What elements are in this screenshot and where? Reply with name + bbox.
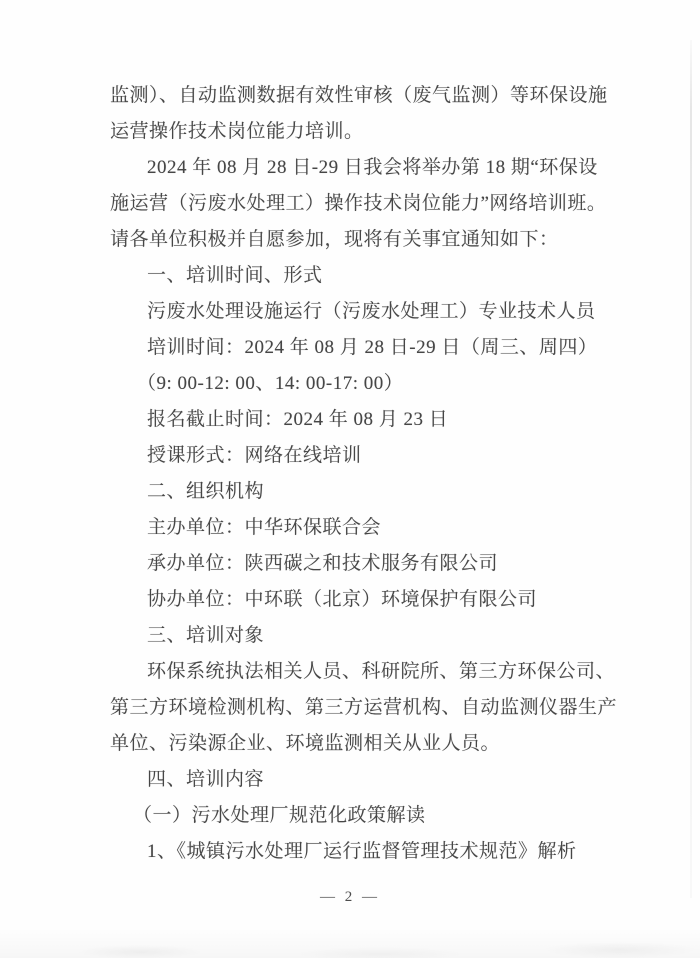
content-item-1-line: 1、《城镇污水处理厂运行监督管理技术规范》解析: [147, 841, 577, 862]
scan-edge-line: [690, 40, 692, 898]
target-audience-line: 环保系统执法相关人员、科研院所、第三方环保公司、: [147, 661, 616, 682]
training-hours-line: （9: 00-12: 00、14: 00-17: 00）: [137, 373, 404, 394]
section-1-heading: 一、培训时间、形式: [147, 265, 323, 286]
section-3-heading: 三、培训对象: [147, 625, 265, 646]
page-number: — 2 —: [320, 889, 380, 905]
para-continuation-line: 监测）、自动监测数据有效性审核（废气监测）等环保设施: [110, 85, 608, 106]
section-2-heading: 二、组织机构: [147, 481, 265, 502]
training-time-line: 培训时间：2024 年 08 月 28 日-29 日（周三、周四）: [147, 337, 598, 358]
scan-shadow: [0, 928, 700, 958]
para-continuation-line: 运营操作技术岗位能力培训。: [110, 121, 364, 142]
co-organizer-unit-line: 协办单位：中环联（北京）环境保护有限公司: [147, 589, 538, 610]
section-4-heading: 四、培训内容: [147, 769, 265, 790]
organizer-unit-line: 承办单位：陕西碳之和技术服务有限公司: [147, 553, 499, 574]
subsection-1-heading: （一）污水处理厂规范化政策解读: [133, 805, 426, 826]
deadline-line: 报名截止时间：2024 年 08 月 23 日: [147, 409, 449, 430]
target-audience-line: 第三方环境检测机构、第三方运营机构、自动监测仪器生产: [110, 697, 618, 718]
document-body: [110, 78, 618, 870]
para-intro-line: 2024 年 08 月 28 日-29 日我会将举办第 18 期“环保设: [147, 157, 598, 178]
para-intro-line: 施运营（污废水处理工）操作技术岗位能力”网络培训班。: [110, 193, 607, 214]
target-audience-line: 单位、污染源企业、环境监测相关从业人员。: [110, 733, 501, 754]
host-unit-line: 主办单位：中华环保联合会: [147, 517, 382, 538]
training-audience-line: 污废水处理设施运行（污废水处理工）专业技术人员: [147, 301, 596, 322]
format-line: 授课形式：网络在线培训: [147, 445, 362, 466]
para-intro-line: 请各单位积极并自愿参加，现将有关事宜通知如下：: [110, 229, 559, 250]
